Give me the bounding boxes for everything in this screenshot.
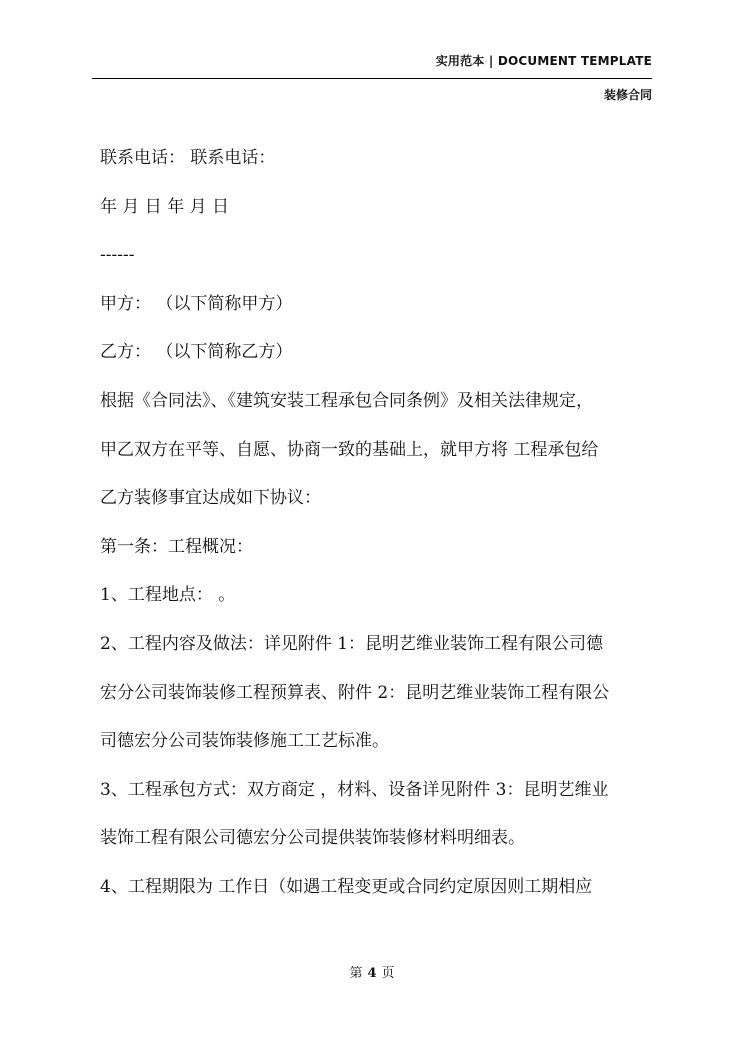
contract-body [100,134,660,912]
clause-2-line-3: 司德宏分公司装饰装修施工工艺标准。 [100,731,389,752]
clause-4-line-1: 4、工程期限为 工作日（如遇工程变更或合同约定原因则工期相应 [100,876,593,897]
page-suffix: 页 [381,966,395,981]
date-line: 年 月 日 年 月 日 [100,196,230,217]
contact-phone-line: 联系电话： 联系电话： [100,148,276,168]
article-1-heading: 第一条：工程概况： [100,536,253,557]
document-header-subtitle: 装修合同 [603,88,652,102]
clause-1-location: 1、工程地点： 。 [100,585,236,606]
page-footer [0,962,744,981]
clause-2-line-1: 2、工程内容及做法：详见附件 1：昆明艺维业装饰工程有限公司德 [100,633,604,654]
page-prefix: 第 [349,966,363,981]
clause-2-line-2: 宏分公司装饰装修工程预算表、附件 2：昆明艺维业装饰工程有限公 [100,682,610,703]
preamble-line-2: 甲乙双方在平等、自愿、协商一致的基础上，就甲方将 工程承包给 [100,439,599,460]
clause-3-line-1: 3、工程承包方式：双方商定 ，材料、设备详见附件 3：昆明艺维业 [100,779,609,800]
preamble-line-3: 乙方装修事宜达成如下协议： [100,488,321,509]
preamble-line-1: 根据《合同法》、《建筑安装工程承包合同条例》及相关法律规定， [100,390,593,411]
header-divider [92,78,652,79]
document-header-title: 实用范本 | DOCUMENT TEMPLATE [435,54,652,68]
separator-line: ------ [100,245,135,266]
page-number: 4 [367,966,377,981]
party-a-line: 甲方： （以下简称甲方） [100,293,293,314]
clause-3-line-2: 装饰工程有限公司德宏分公司提供装饰装修材料明细表。 [100,828,525,849]
party-b-line: 乙方： （以下简称乙方） [100,342,293,363]
